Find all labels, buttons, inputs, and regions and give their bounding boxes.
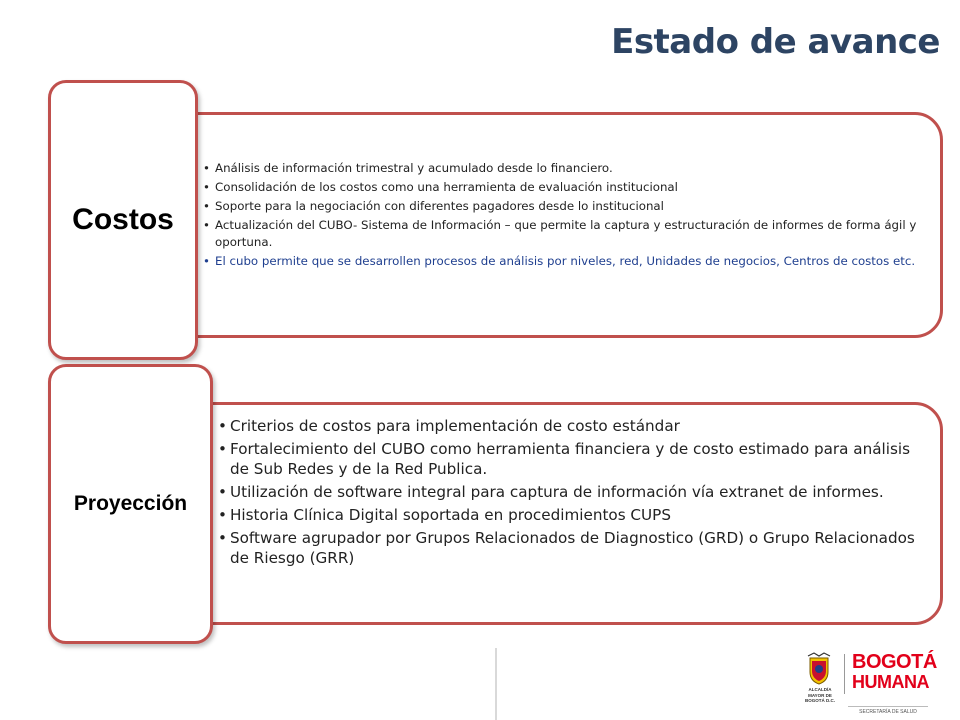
proyeccion-item: • Utilización de software integral para captura de información vía extranet de informes. bbox=[218, 482, 918, 502]
logo-separator bbox=[844, 654, 845, 694]
proyeccion-item: • Historia Clínica Digital soportada en procedimientos CUPS bbox=[218, 505, 918, 525]
costos-item: • Soporte para la negociación con diferentes pagadores desde lo institucional bbox=[203, 198, 923, 215]
costos-item: • Análisis de información trimestral y acumulado desde lo financiero. bbox=[203, 160, 923, 177]
proyeccion-item: • Fortalecimiento del CUBO como herramienta financiera y de costo estimado para análisis de Sub Redes y de la Red Publica. bbox=[218, 439, 918, 479]
slide-title: Estado de avance bbox=[611, 22, 940, 62]
proyeccion-label bbox=[48, 364, 213, 644]
alcaldia-text: ALCALDÍA MAYOR DE BOGOTÁ D.C. bbox=[805, 687, 835, 703]
logo-bogota-text: BOGOTÁ bbox=[852, 651, 937, 673]
costos-label-text: Costos bbox=[72, 203, 174, 236]
costos-list bbox=[203, 160, 923, 272]
proyeccion-label-text: Proyección bbox=[73, 492, 188, 515]
costos-label bbox=[48, 80, 198, 360]
proyeccion-item: • Software agrupador por Grupos Relacionados de Diagnostico (GRD) o Grupo Relacionados de Riesgo (GRR) bbox=[218, 528, 918, 568]
bogota-humana-logo bbox=[800, 648, 937, 720]
coat-of-arms-icon bbox=[806, 652, 832, 686]
secretaria-rule bbox=[848, 706, 928, 707]
costos-item-highlight: • El cubo permite que se desarrollen procesos de análisis por niveles, red, Unidades de negocios, Centros de costos etc. bbox=[203, 253, 923, 270]
costos-item: • Consolidación de los costos como una herramienta de evaluación institucional bbox=[203, 179, 923, 196]
proyeccion-item: • Criterios de costos para implementación de costo estándar bbox=[218, 416, 918, 436]
footer-divider bbox=[495, 648, 497, 720]
proyeccion-list bbox=[218, 416, 918, 571]
logo-humana-text: HUMANA bbox=[852, 672, 929, 692]
costos-item: • Actualización del CUBO- Sistema de Información – que permite la captura y estructuración de informes de forma ágil y oportuna. bbox=[203, 217, 923, 251]
secretaria-text: SECRETARÍA DE SALUD bbox=[859, 709, 917, 715]
